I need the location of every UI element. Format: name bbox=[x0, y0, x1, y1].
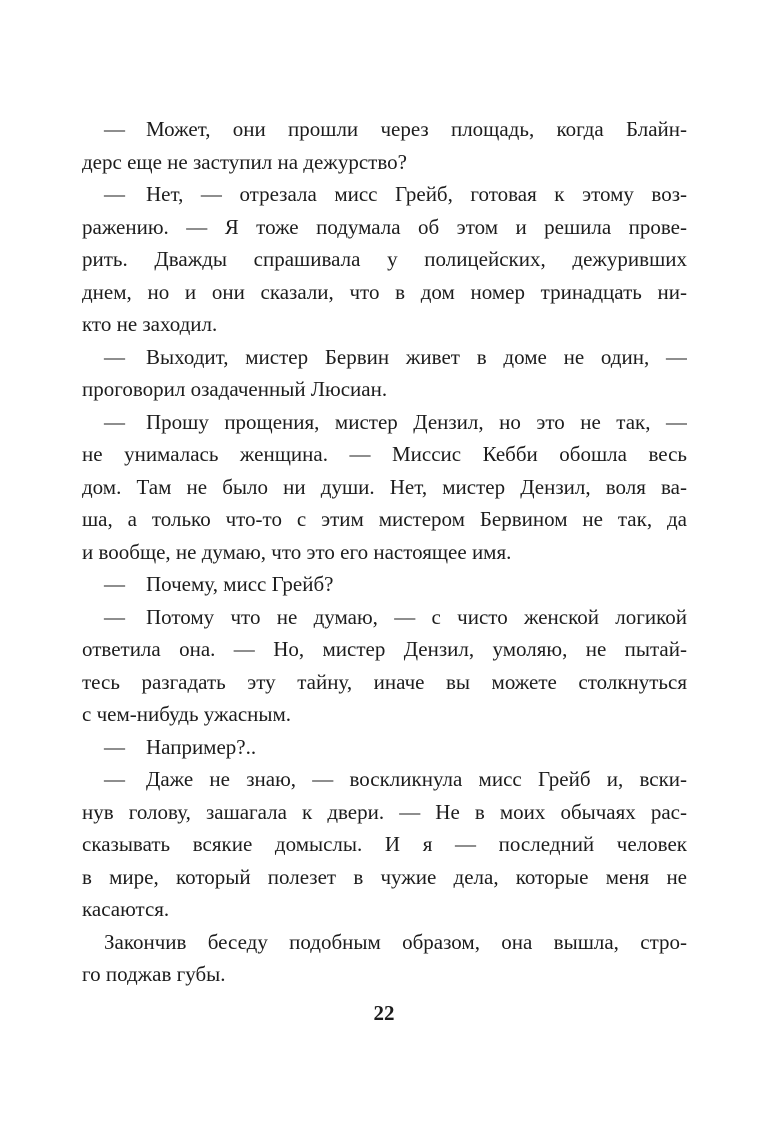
paragraph bbox=[82, 926, 687, 991]
paragraph bbox=[82, 601, 687, 731]
text-line: в мире, который полезет в чужие дела, которые меня не bbox=[82, 864, 687, 889]
page-number: 22 bbox=[373, 1001, 395, 1025]
text-line: ша, а только что-то с этим мистером Бервином не так, да bbox=[82, 507, 687, 531]
paragraph bbox=[82, 731, 687, 764]
paragraph bbox=[82, 568, 687, 601]
paragraph bbox=[82, 113, 687, 178]
paragraph bbox=[82, 763, 687, 926]
text-line: тесь разгадать эту тайну, иначе вы можете столкнуться bbox=[82, 669, 687, 694]
text-line: дерс еще не заступил на дежурство? bbox=[82, 149, 407, 174]
text-line: нув голову, зашагала к двери. — Не в моих обычаях рас- bbox=[82, 799, 687, 824]
text-line: касаются. bbox=[82, 897, 170, 921]
text-line: днем, но и они сказали, что в дом номер тринадцать ни- bbox=[82, 279, 687, 304]
text-line: — Даже не знаю, — воскликнула мисс Грейб и, вски- bbox=[104, 767, 687, 791]
text-line: — Выходит, мистер Бервин живет в доме не один, — bbox=[104, 344, 687, 369]
text-line: Закончив беседу подобным образом, она вышла, стро- bbox=[104, 929, 687, 954]
text-line: го поджав губы. bbox=[82, 962, 226, 986]
page-text bbox=[82, 113, 687, 991]
text-line: — Прошу прощения, мистер Дензил, но это не так, — bbox=[104, 409, 687, 434]
text-line: с чем-нибудь ужасным. bbox=[82, 702, 292, 726]
text-line: кто не заходил. bbox=[82, 312, 218, 336]
text-line: ответила она. — Но, мистер Дензил, умоляю, не пытай- bbox=[82, 637, 687, 661]
text-line: — Почему, мисс Грейб? bbox=[104, 572, 334, 596]
text-line: дом. Там не было ни души. Нет, мистер Дензил, воля ва- bbox=[82, 474, 687, 499]
text-line: ражению. — Я тоже подумала об этом и решила прове- bbox=[82, 214, 687, 239]
text-line: — Например?.. bbox=[104, 734, 257, 759]
text-line: — Потому что не думаю, — с чисто женской логикой bbox=[104, 604, 687, 629]
text-line: не унималась женщина. — Миссис Кебби обошла весь bbox=[82, 442, 687, 466]
paragraph bbox=[82, 178, 687, 341]
text-line: рить. Дважды спрашивала у полицейских, дежуривших bbox=[82, 247, 687, 271]
paragraph bbox=[82, 406, 687, 569]
paragraph bbox=[82, 341, 687, 406]
text-line: проговорил озадаченный Люсиан. bbox=[82, 377, 388, 401]
text-line: и вообще, не думаю, что это его настоящее имя. bbox=[82, 539, 512, 564]
text-line: — Может, они прошли через площадь, когда Блайн- bbox=[104, 117, 687, 141]
text-line: сказывать всякие домыслы. И я — последний человек bbox=[82, 832, 687, 856]
text-line: — Нет, — отрезала мисс Грейб, готовая к этому воз- bbox=[104, 182, 687, 206]
